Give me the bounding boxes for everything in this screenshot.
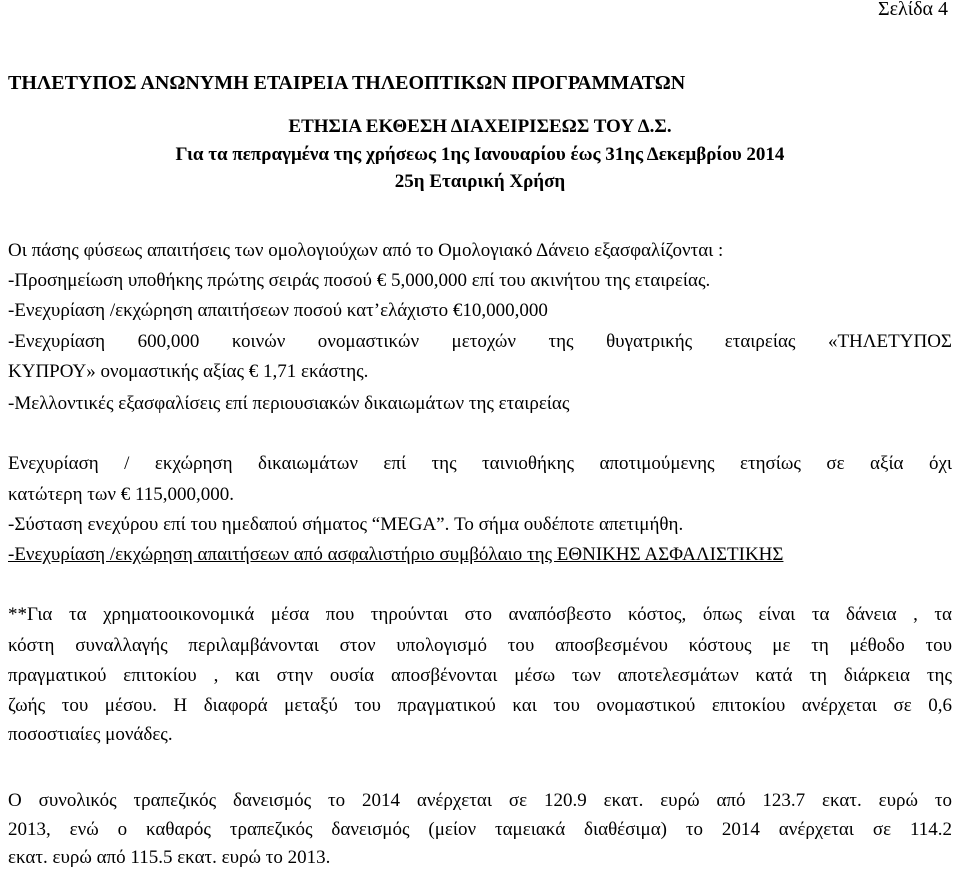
collateral-receivables: -Ενεχυρίαση /εκχώρηση απαιτήσεων ποσού κατ’ελάχιστο €10,000,000 [8,300,548,321]
insurance-pledge: -Ενεχυρίαση /εκχώρηση απαιτήσεων από ασφαλιστήριο συμβόλαιο της ΕΘΝΙΚΗΣ ΑΣΦΑΛΙΣΤΙΚΗΣ [8,544,784,565]
financial-note-line3: πραγματικού επιτοκίου , και στην ουσία αποσβένονται μέσω των αποτελεσμάτων κατά τη διάρκεια της [8,665,952,686]
trademark-pledge: -Σύσταση ενεχύρου επί του ημεδαπού σήματος “MEGA”. Το σήμα ουδέποτε απετιμήθη. [8,514,684,535]
collateral-shares-line2: ΚΥΠΡΟΥ» ονομαστικής αξίας € 1,71 εκάστης. [8,361,369,382]
financial-note-line5: ποσοστιαίες μονάδες. [8,724,173,745]
collateral-future-rights: -Μελλοντικές εξασφαλίσεις επί περιουσιακών δικαιωμάτων της εταιρείας [8,393,570,414]
page-number: Σελίδα 4 [877,0,948,20]
report-title: ΕΤΗΣΙΑ ΕΚΘΕΣΗ ΔΙΑΧΕΙΡΙΣΕΩΣ ΤΟΥ Δ.Σ. [288,116,672,137]
report-period: Για τα πεπραγμένα της χρήσεως 1ης Ιανουαρίου έως 31ης Δεκεμβρίου 2014 [175,144,785,165]
bank-debt-line3: εκατ. ευρώ από 115.5 εκατ. ευρώ το 2013. [8,847,331,868]
film-library-line1: Ενεχυρίαση / εκχώρηση δικαιωμάτων επί της ταινιοθήκης αποτιμούμενης ετησίως σε αξία όχι [8,453,952,474]
fiscal-year: 25η Εταιρική Χρήση [394,171,566,192]
financial-note-line2: κόστη συναλλαγής περιλαμβάνονται στον υπολογισμό του αποσβεσμένου κόστους με τη μέθοδο του [8,635,952,656]
company-name: ΤΗΛΕΤΥΠΟΣ ΑΝΩΝΥΜΗ ΕΤΑΙΡΕΙΑ ΤΗΛΕΟΠΤΙΚΩΝ ΠΡΟΓΡΑΜΜΑΤΩΝ [8,72,686,94]
financial-note-line4: ζωής του μέσου. Η διαφορά μεταξύ του πραγματικού και του ονομαστικού επιτοκίου ανέρχεται σε 0,6 [8,695,952,716]
collateral-intro: Οι πάσης φύσεως απαιτήσεις των ομολογιούχων από το Ομολογιακό Δάνειο εξασφαλίζονται : [8,240,724,261]
film-library-line2: κατώτερη των € 115,000,000. [8,484,235,505]
bank-debt-line1: Ο συνολικός τραπεζικός δανεισμός το 2014 ανέρχεται σε 120.9 εκατ. ευρώ από 123.7 εκατ. ευρώ το [8,790,952,811]
financial-note-line1: **Για τα χρηματοοικονομικά μέσα που τηρούνται στο αναπόσβεστο κόστος, όπως είναι τα δάνεια , τα [8,604,952,625]
bank-debt-line2: 2013, ενώ ο καθαρός τραπεζικός δανεισμός (μείον ταμειακά διαθέσιμα) το 2014 ανέρχεται σε 114.2 [8,819,952,840]
collateral-mortgage: -Προσημείωση υποθήκης πρώτης σειράς ποσού € 5,000,000 επί του ακινήτου της εταιρείας. [8,270,711,291]
collateral-shares-line1: -Ενεχυρίαση 600,000 κοινών ονομαστικών μετοχών της θυγατρικής εταιρείας «ΤΗΛΕΤΥΠΟΣ [8,331,952,352]
